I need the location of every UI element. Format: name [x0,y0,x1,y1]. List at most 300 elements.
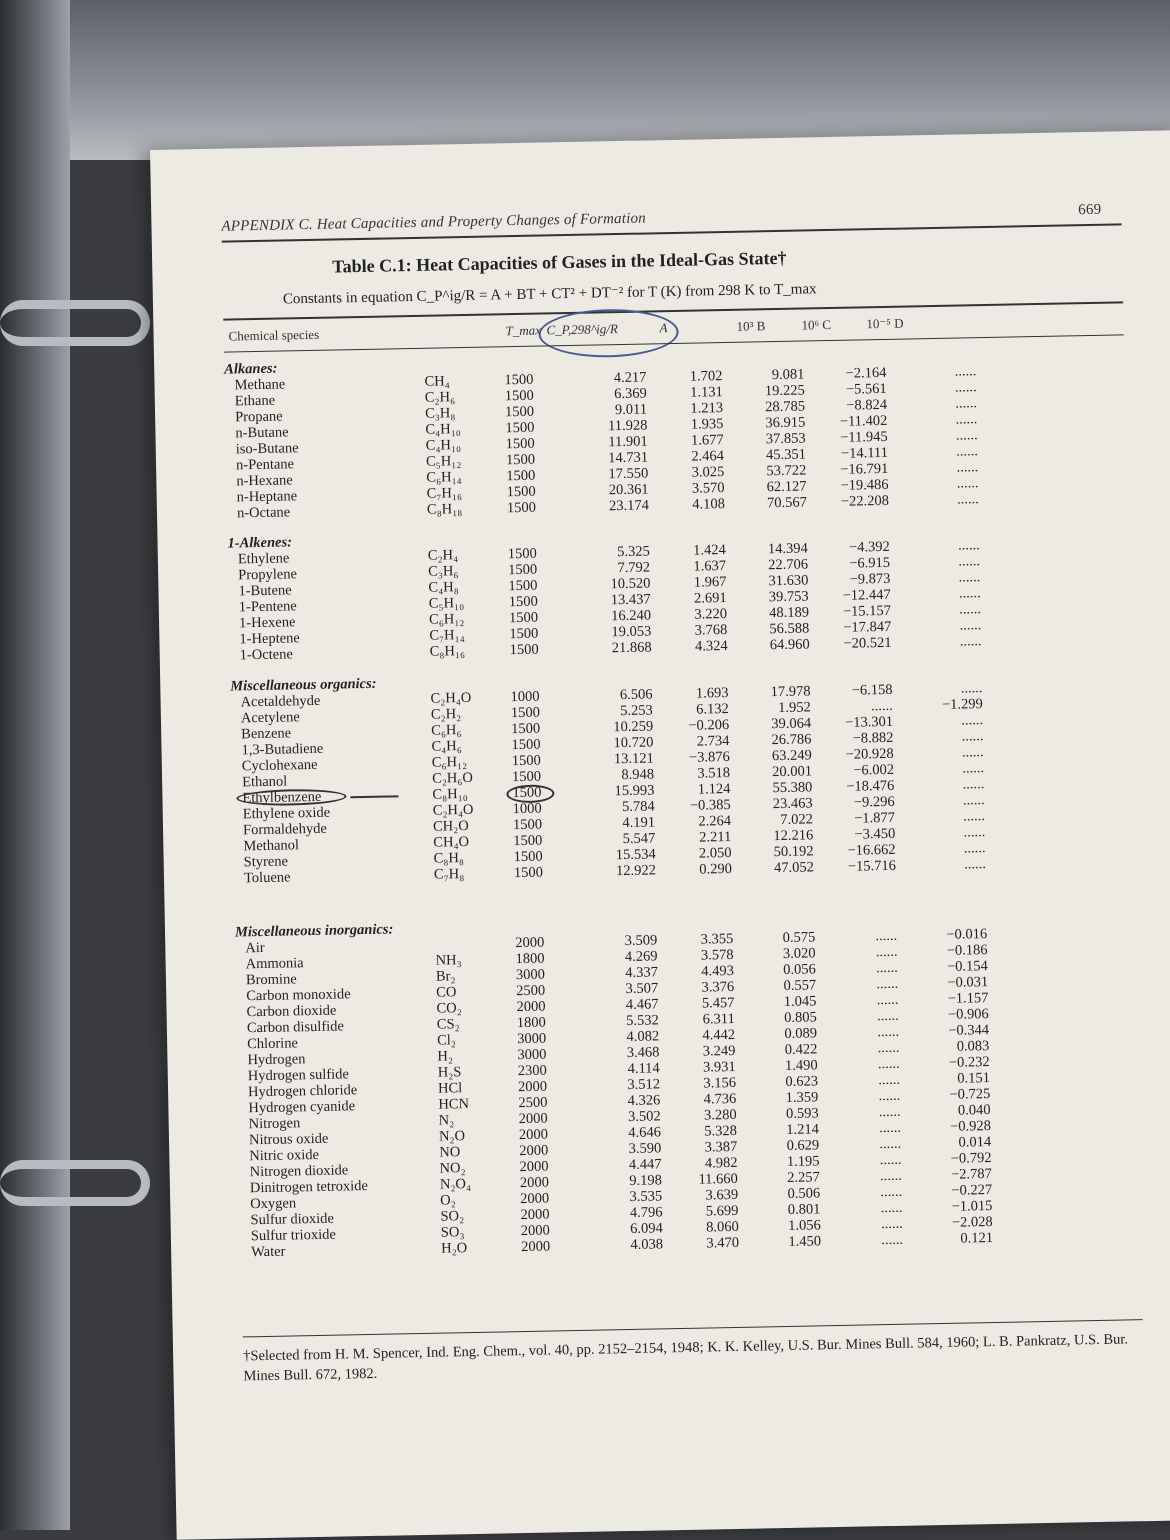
cp-value: 4.337 [625,964,659,982]
species-name: Ethylene [237,550,290,568]
table-section [227,534,982,664]
binder-spine [0,0,70,1530]
species-name: Carbon dioxide [246,1002,337,1021]
coef-d: ...... [954,379,977,396]
coef-d: −1.299 [941,696,983,713]
coef-b: 0.557 [783,977,817,994]
coef-c: −13.301 [844,713,894,731]
coef-c: −11.402 [839,412,888,430]
cp-value: 10.259 [613,718,654,736]
coef-a: 3.470 [706,1234,740,1252]
cp-value: 4.646 [628,1124,662,1141]
section-heading: 1-Alkenes: [227,534,293,552]
formula: NO₂ [439,1160,466,1177]
coef-d: ...... [954,363,977,380]
coef-d: ...... [960,680,983,697]
coef-b: 0.623 [785,1073,819,1090]
tmax: 2000 [519,1174,550,1192]
cp-value: 19.053 [611,623,652,641]
coef-c: −18.476 [846,777,895,795]
coef-a: 3.768 [694,622,728,639]
coef-c: ...... [876,1007,899,1025]
handdrawn-line [350,795,398,798]
species-name: Carbon disulfide [246,1018,345,1037]
coef-a: 3.376 [701,978,735,996]
formula: H₂ [437,1048,454,1065]
cp-value: 5.325 [617,543,650,561]
formula: C₄H₁₀ [425,437,462,454]
tmax: 1500 [505,435,535,453]
tmax: 1500 [504,371,534,389]
coef-d: 0.083 [956,1038,990,1055]
species-name: 1-Pentene [238,598,297,616]
tmax: 1500 [507,561,538,579]
species-name: Dinitrogen tetroxide [249,1178,369,1197]
formula: C₈H₁₈ [426,501,463,518]
species-name: Propylene [238,566,298,584]
coef-b: 9.081 [771,366,805,384]
formula: O₂ [440,1192,456,1209]
species-name: Bromine [245,971,297,989]
document-page [150,130,1170,1540]
cp-value: 10.520 [610,575,651,593]
coef-c: ...... [878,1103,901,1121]
coef-a: 3.280 [703,1106,737,1124]
coef-a: 2.211 [699,828,732,846]
cp-value: 3.509 [624,932,658,950]
coef-a: 3.220 [694,606,728,623]
formula: N₂O₄ [439,1176,472,1193]
coef-d: 0.040 [957,1102,991,1119]
formula: C₈H₁₆ [429,643,466,660]
cp-value: 9.011 [614,401,648,419]
coef-d: ...... [956,459,979,476]
tmax: 2300 [517,1062,547,1080]
col-header-b: 10³ B [736,318,766,334]
coef-c: ...... [880,1199,903,1217]
cp-value: 11.901 [608,433,648,451]
formula: C₆H₁₂ [428,611,465,628]
species-name: Sulfur dioxide [250,1210,335,1229]
cp-value: 21.868 [611,639,652,657]
coef-b: 45.351 [765,446,807,464]
coef-d: −2.787 [950,1166,992,1183]
formula: H₂O [440,1240,468,1257]
coef-d: ...... [957,537,980,554]
coef-b: 0.805 [784,1009,817,1026]
cp-value: 15.534 [615,846,656,864]
coef-d: ...... [963,840,986,857]
tmax: 1500 [512,816,543,834]
cp-value: 11.928 [607,417,648,435]
coef-c: −16.662 [847,841,896,859]
cp-value: 12.922 [615,862,657,880]
coef-c: ...... [876,991,899,1009]
formula: C₈H₁₀ [432,786,468,803]
species-name: Nitrous oxide [248,1130,329,1149]
col-header-tmax: T_max [505,322,542,339]
formula: C₇H₁₄ [429,627,465,644]
coef-d: −2.028 [951,1214,993,1231]
formula: C₄H₈ [428,579,459,596]
cp-value: 6.094 [630,1220,663,1237]
coef-c: −14.111 [840,444,889,462]
formula: CO [436,984,457,1001]
formula: C₇H₁₆ [426,485,463,502]
formula: NO [439,1144,461,1161]
tmax: 1500 [513,864,544,882]
coef-c: ...... [879,1167,902,1185]
tmax: 2000 [517,1078,548,1096]
coef-a: 2.691 [693,590,727,607]
cp-value: 5.547 [622,830,656,848]
tmax: 1500 [511,768,542,786]
tmax: 2000 [520,1222,550,1240]
coef-a: 5.328 [704,1122,738,1140]
coef-c: ...... [875,943,898,961]
cp-value: 14.731 [607,449,649,467]
coef-a: 4.982 [704,1154,738,1172]
formula: C₂H₄O [430,689,472,707]
coef-b: 12.216 [773,827,814,845]
tmax: 1500 [511,736,541,754]
tmax: 1500 [510,704,541,722]
coef-d: ...... [955,411,978,428]
coef-c: ...... [879,1119,902,1137]
table-title: Table C.1: Heat Capacities of Gases in the Ideal-Gas State† [332,247,787,277]
coef-d: ...... [959,617,982,634]
coef-a: 4.442 [702,1026,736,1044]
species-name: Benzene [241,725,292,743]
species-name: Methanol [243,837,300,855]
coef-d: −0.016 [946,926,988,943]
tmax: 2000 [520,1206,550,1224]
tmax: 1500 [511,720,541,738]
col-header-species: Chemical species [228,326,320,344]
cp-value: 17.550 [608,465,649,483]
formula: C₆H₆ [431,722,462,739]
coef-a: 1.637 [693,558,727,575]
cp-value: 4.082 [626,1028,660,1046]
page-number: 669 [1078,201,1102,219]
table-equation: Constants in equation C_P^ig/R = A + BT + CT² + DT⁻² for T (K) from 298 K to T_max [282,281,817,308]
coef-d: ...... [955,427,978,444]
cp-value: 16.240 [611,607,652,625]
coef-a: 3.639 [705,1186,739,1204]
coef-d: ...... [963,856,987,873]
coef-a: 4.493 [701,962,735,980]
tmax: 1000 [510,688,540,706]
coef-c: ...... [877,1055,900,1073]
coef-d: −0.928 [949,1118,992,1135]
cp-value: 23.174 [608,497,650,515]
coef-d: ...... [962,792,985,809]
cp-value: 4.217 [613,369,647,387]
coef-a: −0.385 [689,796,731,814]
formula: CH₂O [432,818,469,835]
coef-b: 39.064 [771,715,812,733]
coef-b: 14.394 [767,540,808,558]
coef-c: −20.928 [845,745,894,763]
coef-b: 28.785 [765,398,806,416]
cp-value: 4.038 [630,1236,664,1253]
species-name: 1-Heptene [239,630,300,648]
coef-d: ...... [962,776,985,793]
coef-c: ...... [875,959,898,977]
tmax: 1000 [512,800,542,818]
species-name: Ethane [234,392,276,410]
cp-value: 3.512 [627,1076,661,1094]
cp-value: 3.502 [627,1108,661,1125]
formula: C₄H₁₀ [425,421,461,438]
coef-a: 1.702 [689,368,723,385]
coef-b: 0.422 [784,1041,818,1058]
coef-c: −9.873 [849,570,891,588]
coef-d: −0.186 [946,942,988,959]
cp-value: 10.720 [613,734,654,752]
coef-b: 1.359 [785,1089,819,1106]
coef-b: 62.127 [766,478,807,496]
coef-b: 0.089 [784,1025,818,1042]
coef-c: −15.716 [847,857,897,875]
coef-b: 3.020 [782,945,816,962]
species-name: Formaldehyde [242,820,327,839]
coef-c: −6.158 [851,681,893,699]
formula: N₂O [438,1128,466,1145]
species-name: Water [251,1243,286,1261]
tmax: 1500 [504,387,534,405]
appendix-title: APPENDIX C. Heat Capacities and Property Changes of Formation [221,210,647,235]
tmax: 2000 [516,998,546,1016]
cp-value: 4.114 [627,1060,660,1077]
cp-value: 20.361 [608,481,649,499]
coef-a: 4.108 [692,496,726,513]
tmax: 1500 [507,545,537,563]
coef-d: −0.154 [946,958,988,975]
formula: SO₂ [440,1208,465,1225]
formula: H₂S [437,1064,462,1081]
coef-d: ...... [963,808,986,825]
coef-a: 3.518 [697,764,731,782]
coef-a: −3.876 [688,748,730,766]
coef-d: −1.157 [947,990,989,1007]
coef-d: 0.151 [957,1070,991,1087]
coef-b: 0.506 [787,1185,821,1202]
formula: C₅H₁₀ [428,595,465,612]
species-name: Ethylene oxide [242,804,331,823]
coef-c: −15.157 [842,602,892,620]
species-name: Nitrogen dioxide [249,1162,349,1181]
coef-b: 0.629 [786,1137,820,1154]
coef-d: 0.121 [960,1230,994,1247]
coef-a: 1.967 [693,574,727,591]
coef-c: −8.882 [852,729,894,747]
coef-c: −3.450 [854,825,896,843]
species-name: 1-Butene [238,582,292,600]
coef-d: 0.014 [958,1134,992,1151]
species-name: Cyclohexane [241,756,318,775]
species-name: Acetylene [240,709,300,727]
coef-b: 53.722 [766,462,807,480]
coef-b: 0.056 [783,961,817,978]
coef-b: 20.001 [772,763,813,781]
coef-a: 3.387 [704,1138,738,1156]
coef-a: 1.213 [690,400,724,417]
coef-a: 6.132 [696,700,729,718]
formula: NH₃ [435,952,462,969]
coef-d: ...... [963,824,986,841]
tmax: 1500 [511,752,541,770]
coef-c: −12.447 [842,586,891,604]
col-header-a: A [659,320,668,336]
species-name: 1-Hexene [238,614,296,632]
cp-value: 7.792 [617,559,651,577]
coef-d: ...... [956,475,979,492]
coef-c: −22.208 [840,492,890,510]
formula: C₂H₄ [427,547,459,564]
coef-c: ...... [875,927,898,945]
tmax: 1500 [504,403,535,421]
cp-value: 4.269 [624,948,658,966]
cp-value: 3.507 [625,980,659,998]
species-name: 1-Octene [239,646,294,664]
species-name: Chlorine [247,1035,299,1053]
species-name: Hydrogen [247,1051,306,1069]
tmax: 2000 [515,934,545,952]
formula: Cl₂ [436,1032,457,1049]
coef-c: ...... [880,1215,903,1233]
coef-a: 5.699 [705,1202,739,1220]
coef-d: ...... [958,569,981,586]
coef-c: ...... [870,697,893,715]
section-heading: Alkanes: [224,360,278,378]
coef-a: 1.124 [697,780,731,798]
coef-a: 3.931 [702,1058,736,1076]
tmax: 2000 [518,1110,548,1128]
table-section [230,675,987,887]
species-name: Ammonia [245,955,304,973]
coef-d: −0.792 [950,1150,992,1167]
coef-d: −0.227 [951,1182,993,1199]
coef-b: 56.588 [769,620,810,638]
section-heading: Miscellaneous organics: [230,675,377,695]
coef-a: 1.693 [695,684,729,702]
coef-c: ...... [881,1231,904,1249]
cp-value: 15.993 [614,782,655,800]
coef-c: ...... [878,1071,901,1089]
coef-a: 1.677 [690,432,724,449]
tmax: 1800 [515,950,545,968]
coef-b: 50.192 [773,843,814,861]
coef-b: 2.257 [787,1169,820,1186]
coef-a: 3.570 [691,480,725,497]
coef-d: ...... [961,712,984,729]
coef-d: −0.031 [947,974,989,991]
coef-a: 3.355 [700,930,734,948]
formula: CS₂ [436,1016,460,1033]
coef-a: 1.131 [689,384,723,401]
tmax: 3000 [516,1030,547,1048]
coef-b: 17.978 [770,683,811,701]
cp-value: 6.369 [613,385,647,403]
coef-c: −4.392 [848,538,890,556]
cp-value: 13.121 [613,750,654,768]
col-header-d: 10⁻⁵ D [866,315,904,332]
coef-a: 1.424 [693,542,726,559]
formula: C₅H₁₂ [425,453,462,470]
coef-c: ...... [879,1135,902,1153]
coef-c: ...... [879,1151,902,1169]
coef-b: 31.630 [768,572,809,590]
cp-value: 5.253 [620,702,654,720]
coef-b: 0.575 [782,929,816,946]
species-name: Hydrogen sulfide [247,1066,350,1085]
tmax: 1500 [513,848,543,866]
coef-a: 2.050 [698,844,732,862]
tmax: 3000 [515,966,546,984]
coef-a: 6.311 [702,1010,735,1028]
coef-b: 63.249 [771,747,812,765]
coef-a: 0.290 [699,860,733,878]
cp-value: 4.191 [622,814,656,832]
cp-value: 13.437 [610,591,651,609]
coef-b: 1.214 [786,1121,820,1138]
species-name: Ethanol [242,773,288,791]
species-name: n-Octane [236,504,291,522]
footnote: †Selected from H. M. Spencer, Ind. Eng. Chem., vol. 40, pp. 2152–2154, 1948; K. K. Kelley, U.S. Bur. Mines Bull. 584, 1960; L. B. Pankratz, U.S. Bur. Mines Bull. 672, 1982. [243,1331,1129,1385]
coef-b: 39.753 [768,588,809,606]
tmax: 2500 [516,982,546,1000]
tmax: 2000 [520,1238,551,1256]
coef-b: 55.380 [772,779,813,797]
coef-a: 3.578 [700,946,734,964]
coef-a: 2.464 [691,448,725,465]
coef-d: ...... [961,744,984,761]
coef-b: 47.052 [773,859,815,877]
section-heading: Miscellaneous inorganics: [234,921,394,941]
table-section [234,921,994,1261]
formula: SO₃ [440,1224,465,1241]
coef-d: ...... [956,443,979,460]
coef-c: −16.791 [840,460,889,478]
coef-d: ...... [961,728,984,745]
formula: C₃H₈ [424,405,456,422]
tmax: 1500 [506,483,536,501]
formula: C₂H₂ [430,706,462,723]
species-name: Sulfur trioxide [250,1226,336,1245]
table-section [224,360,980,522]
binder-ring [0,300,150,346]
col-header-c: 10⁶ C [801,316,832,333]
coef-b: 23.463 [772,795,813,813]
coef-a: 8.060 [706,1218,739,1236]
tmax: 1800 [516,1014,546,1032]
cp-value: 6.506 [619,686,653,704]
tmax: 1500 [509,641,539,659]
coef-a: 2.264 [698,812,732,830]
formula: N₂ [438,1112,455,1129]
tmax: 1500 [508,577,538,595]
coef-b: 70.567 [766,494,808,512]
tmax: 1500 [506,499,537,517]
tmax: 1500 [505,419,535,437]
cp-value: 5.784 [621,798,655,816]
coef-b: 1.195 [786,1153,820,1170]
cp-value: 4.467 [625,996,659,1014]
species-name: n-Heptane [236,488,298,506]
coef-c: ...... [878,1087,901,1105]
coef-c: −1.877 [853,809,896,827]
